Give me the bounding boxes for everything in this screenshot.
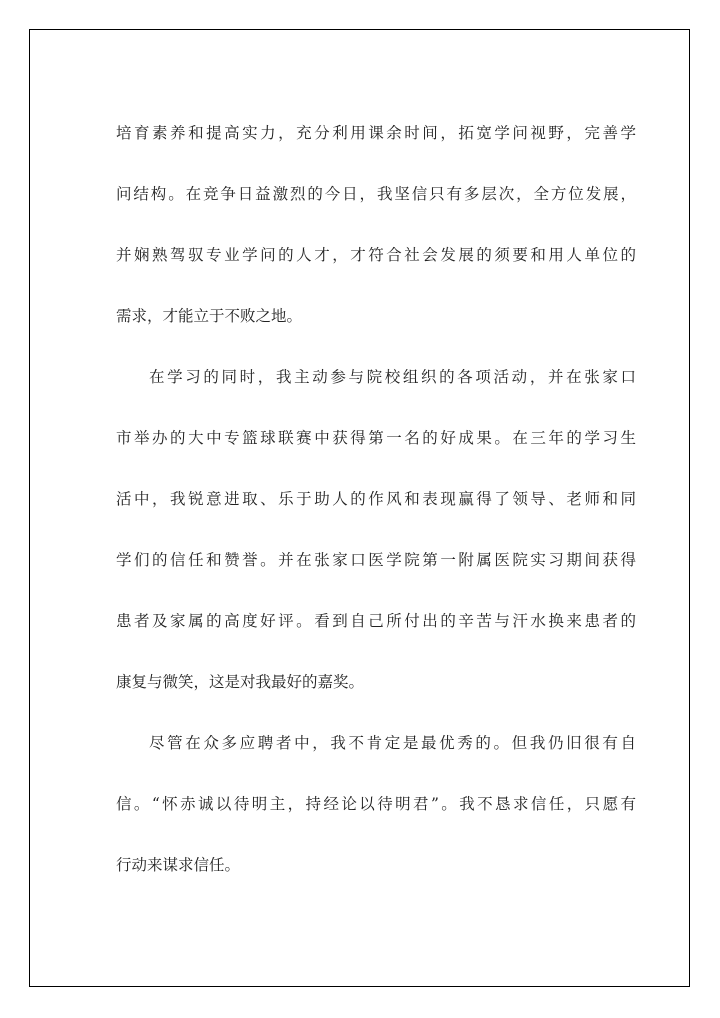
text-line: 信。“怀赤诚以待明主，持经论以待明君”。我不恳求信任，只愿有 <box>116 795 636 813</box>
text-line: 患者及家属的高度好评。看到自己所付出的辛苦与汗水换来患者的 <box>116 612 636 630</box>
text-line: 培育素养和提高实力，充分利用课余时间，拓宽学问视野，完善学 <box>116 124 636 142</box>
text-line: 康复与微笑，这是对我最好的嘉奖。 <box>116 673 365 691</box>
text-line: 行动来谋求信任。 <box>116 856 241 874</box>
paragraph-first-line: 在学习的同时，我主动参与院校组织的各项活动，并在张家口 <box>149 368 636 386</box>
text-line: 学们的信任和赞誉。并在张家口医学院第一附属医院实习期间获得 <box>116 551 636 569</box>
text-line: 并娴熟驾驭专业学问的人才，才符合社会发展的须要和用人单位的 <box>116 246 636 264</box>
text-line: 活中，我锐意进取、乐于助人的作风和表现赢得了领导、老师和同 <box>116 490 636 508</box>
paragraph-first-line: 尽管在众多应聘者中，我不肯定是最优秀的。但我仍旧很有自 <box>149 734 636 752</box>
text-line: 市举办的大中专篮球联赛中获得第一名的好成果。在三年的学习生 <box>116 429 636 447</box>
text-line: 问结构。在竞争日益激烈的今日，我坚信只有多层次，全方位发展， <box>116 185 636 203</box>
document-body <box>116 123 636 916</box>
text-line: 需求，才能立于不败之地。 <box>116 307 303 325</box>
